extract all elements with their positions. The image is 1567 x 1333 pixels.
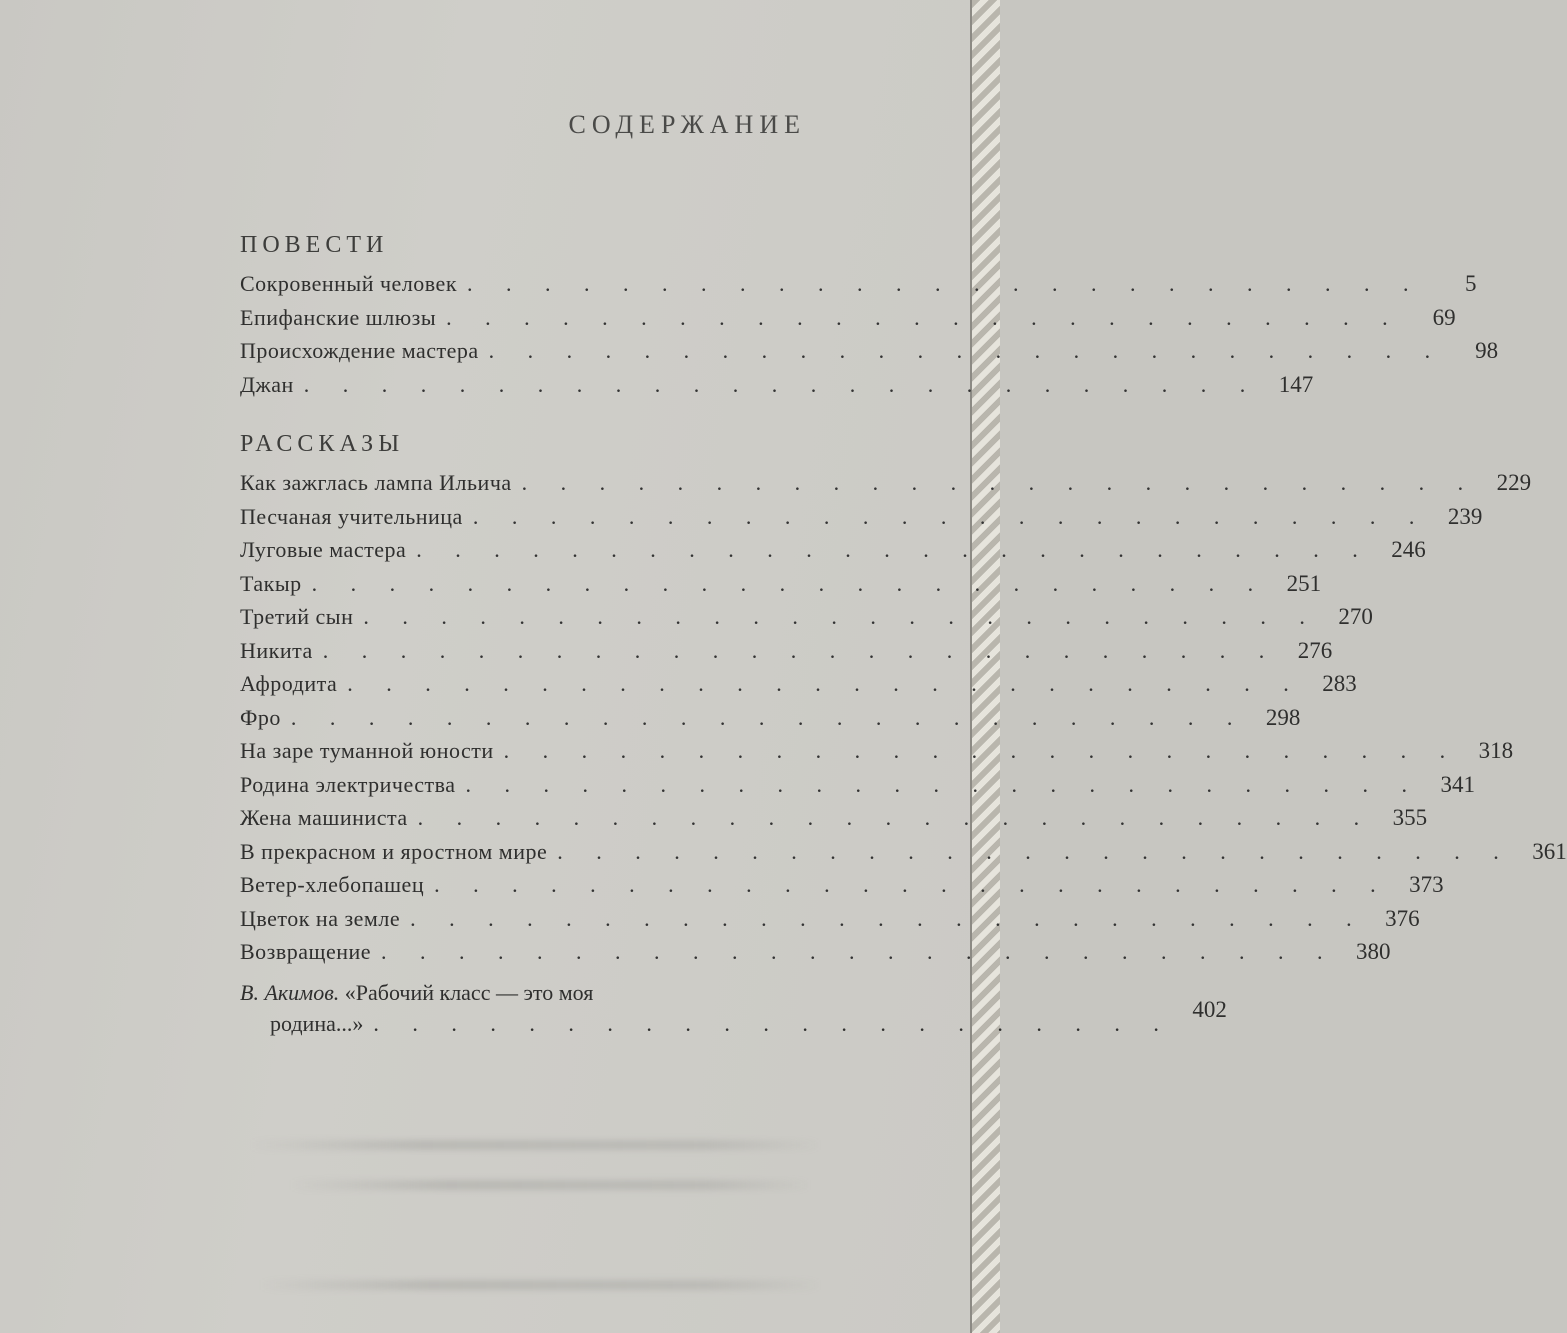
entry-page-number: 355 (1392, 805, 1428, 830)
toc-entry (240, 902, 1420, 936)
leader-dots: . . . . . . . . . . . . . . . . . . . . . . . . . (347, 671, 1303, 696)
entry-title: Сокровенный человек (240, 271, 458, 296)
entry-page-number: 373 (1409, 872, 1444, 897)
entry-title: Родина электричества (240, 771, 456, 797)
entry-page-number: 283 (1322, 671, 1357, 696)
entry-title: Джан (240, 371, 294, 397)
entry-title: На заре туманной юности (240, 738, 494, 763)
toc-entry (240, 734, 1514, 768)
toc-entry (240, 835, 1567, 869)
leader-dots: . . . . . . . . . . . . . . . . . . . . . . . . . (410, 905, 1366, 931)
leader-dots: . . . . . . . . . . . . . . . . . . . . . . . . . (446, 304, 1402, 330)
entry-title: Фро (240, 704, 281, 730)
entry-page-number: 229 (1496, 470, 1532, 495)
section-povesti (240, 232, 1499, 401)
entry-page-number: 361 (1532, 838, 1567, 864)
afterword-title-line2: родина...» (270, 1010, 364, 1036)
afterword-author: В. Акимов. (240, 979, 340, 1005)
toc-entry (240, 567, 1322, 601)
table-of-contents (240, 110, 1567, 1039)
leader-dots: . . . . . . . . . . . . . . . . . . . . . . . . . (290, 704, 1247, 730)
toc-title: СОДЕРЖАНИЕ (568, 110, 806, 139)
toc-entry (240, 935, 1391, 969)
leader-dots: . . . . . . . . . . . . . . . . . . . . . . . . . (322, 637, 1279, 663)
leader-dots: . . . . . . . . . . . . . . . . . . . . . . . . . (434, 872, 1390, 897)
entry-title: Никита (240, 637, 313, 663)
entry-page-number: 318 (1478, 738, 1514, 763)
leader-dots: . . . . . . . . . . . . . . . . . . . . . . . . . (467, 271, 1423, 296)
entry-title: Возвращение (240, 939, 372, 964)
toc-entry (240, 701, 1301, 735)
entry-page-number: 251 (1286, 570, 1322, 596)
entry-title: Песчаная учительница (240, 503, 463, 529)
toc-entry (240, 334, 1499, 368)
entry-title: Происхождение мастера (240, 338, 479, 363)
toc-entry (240, 634, 1333, 668)
afterword-page-number: 402 (1192, 996, 1227, 1022)
show-through-bleed (250, 1140, 820, 1150)
section-heading: ПОВЕСТИ (240, 232, 389, 258)
entry-title: Такыр (240, 570, 302, 596)
leader-dots: . . . . . . . . . . . . . . . . . . . . . . . . . (363, 604, 1319, 629)
entry-title: В прекрасном и яростном мире (240, 838, 548, 864)
toc-entry (240, 301, 1456, 335)
entry-title: Жена машиниста (240, 805, 408, 830)
entry-title: Ветер-хлебопашец (240, 872, 425, 897)
toc-entry (240, 667, 1357, 701)
entry-title: Как зажглась лампа Ильича (240, 470, 512, 495)
entry-page-number: 270 (1338, 604, 1373, 629)
toc-entry (240, 533, 1426, 567)
toc-entry (240, 466, 1532, 500)
leader-dots: . . . . . . . . . . . . . . . . . . . . . . . . . (417, 805, 1374, 830)
toc-entry (240, 801, 1428, 835)
leader-dots: . . . . . . . . . . . . . . . . . . . . . . . . . (521, 470, 1478, 495)
toc-entry (240, 600, 1373, 634)
entry-page-number: 341 (1440, 771, 1476, 797)
show-through-bleed (260, 1280, 820, 1290)
entry-page-number: 380 (1356, 939, 1391, 964)
afterword-entry (240, 977, 1227, 1039)
entry-title: Третий сын (240, 604, 354, 629)
toc-entry (240, 868, 1444, 902)
leader-dots: . . . . . . . . . . . . . . . . . . . . . . . . . (503, 738, 1460, 763)
leader-dots: . . . . . . . . . . . . . . . . . . . . . . . . . (488, 338, 1445, 363)
leader-dots: . . . . . . . . . . . . . . . . . . . . . . . . . (472, 503, 1429, 529)
entry-page-number: 69 (1432, 304, 1456, 330)
toc-entry (240, 768, 1476, 802)
leader-dots: . . . . . . . . . . . . . . . . . . . . . . . . . (416, 537, 1372, 562)
leader-dots: . . . . . . . . . . . . . . . . . . . . . . . . . (381, 939, 1337, 964)
entry-page-number: 376 (1385, 905, 1420, 931)
entry-page-number: 298 (1265, 704, 1301, 730)
afterword-title-line1: «Рабочий класс — это моя (344, 979, 594, 1005)
entry-page-number: 239 (1447, 503, 1483, 529)
section-entries (240, 267, 1499, 401)
leader-dots: . . . . . . . . . . . . . . . . . . . . . . . . . (465, 771, 1422, 797)
entry-page-number: 147 (1278, 371, 1314, 397)
leader-dots: . . . . . . . . . . . . . . . . . . . . . . . . . (311, 570, 1268, 596)
entry-title: Цветок на земле (240, 905, 401, 931)
leader-dots: . . . . . . . . . . . . . . . . . . . . . . . . . (303, 371, 1260, 397)
section-heading: РАССКАЗЫ (240, 431, 405, 457)
entry-title: Афродита (240, 671, 338, 696)
leader-dots: . . . . . . . . . . . . . . . . . . . . . (373, 1010, 1173, 1036)
section-entries (240, 466, 1567, 969)
entry-title: Епифанские шлюзы (240, 304, 437, 330)
toc-entry (240, 267, 1477, 301)
section-rasskazy (240, 431, 1567, 969)
entry-page-number: 5 (1465, 271, 1477, 296)
leader-dots: . . . . . . . . . . . . . . . . . . . . . . . . . (557, 838, 1513, 864)
entry-page-number: 246 (1391, 537, 1426, 562)
toc-entry (240, 368, 1314, 402)
show-through-bleed (290, 1180, 810, 1190)
entry-title: Луговые мастера (240, 537, 407, 562)
entry-page-number: 276 (1297, 637, 1333, 663)
entry-page-number: 98 (1475, 338, 1499, 363)
toc-entry (240, 500, 1483, 534)
